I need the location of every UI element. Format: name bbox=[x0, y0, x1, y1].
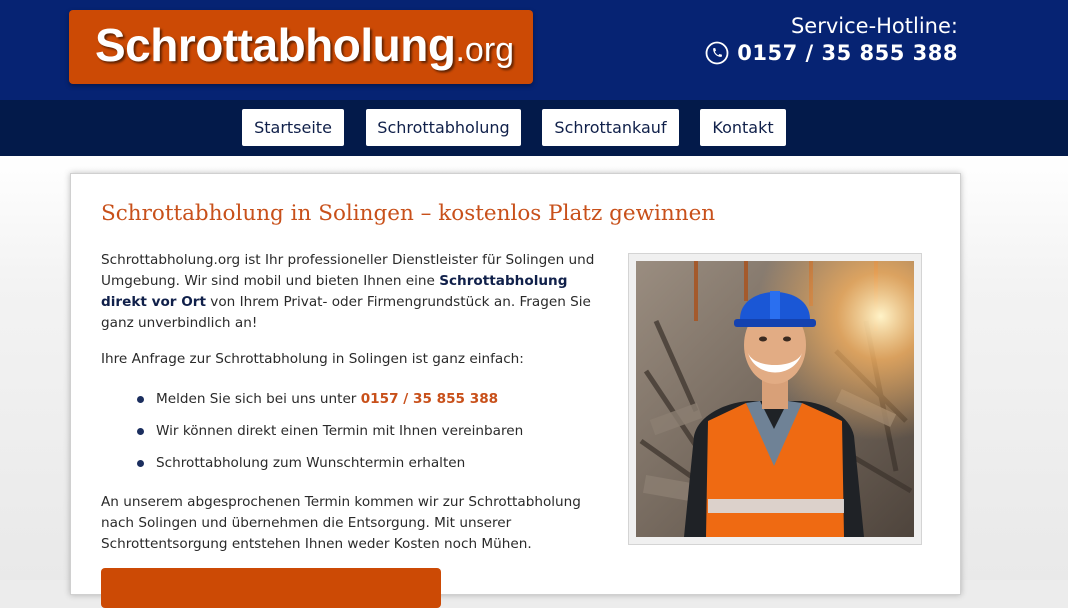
closing-paragraph: An unserem abgesprochenen Termin kommen wir zur Schrottabholung nach Solingen und übernehmen die Entsorgung. Mit unserer Schrottentsorgung entstehen Ihnen weder Kosten noch Mühen. bbox=[101, 494, 581, 552]
site-header bbox=[0, 0, 1068, 100]
main-nav bbox=[0, 100, 1068, 156]
phone-icon bbox=[705, 41, 729, 65]
hotline-row[interactable] bbox=[705, 40, 958, 66]
intro-paragraph bbox=[101, 250, 611, 334]
hotline-number[interactable]: 0157 / 35 855 388 bbox=[737, 41, 958, 65]
intro-text-bold: Schrottabholung direkt vor Ort bbox=[101, 273, 568, 310]
nav-schrottankauf[interactable]: Schrottankauf bbox=[542, 109, 679, 146]
intro-text-before: Schrottabholung.org ist Ihr professioneller Dienstleister für Solingen und Umgebung. Wir sind mobil und bieten Ihnen eine bbox=[101, 252, 595, 289]
worker-photo-frame bbox=[628, 253, 922, 545]
steps-intro: Ihre Anfrage zur Schrottabholung in Solingen ist ganz einfach: bbox=[101, 351, 524, 367]
nav-schrottabholung[interactable]: Schrottabholung bbox=[366, 109, 521, 146]
step-phone-link[interactable]: 0157 / 35 855 388 bbox=[360, 391, 499, 407]
list-item bbox=[137, 453, 611, 474]
worker-photo bbox=[636, 261, 914, 537]
site-logo[interactable] bbox=[69, 10, 533, 84]
step-text: Schrottabholung zum Wunschtermin erhalten bbox=[156, 455, 466, 471]
bullet-icon bbox=[137, 428, 144, 435]
list-item bbox=[137, 389, 611, 410]
logo-tld-text: .org bbox=[455, 31, 515, 69]
nav-startseite[interactable]: Startseite bbox=[242, 109, 344, 146]
bullet-icon bbox=[137, 396, 144, 403]
text-column bbox=[101, 250, 611, 555]
bullet-icon bbox=[137, 460, 144, 467]
logo-main-text: Schrottabholung bbox=[95, 19, 456, 71]
nav-kontakt[interactable]: Kontakt bbox=[700, 109, 786, 146]
list-item bbox=[137, 421, 611, 442]
steps-list bbox=[101, 389, 611, 474]
step-text: Wir können direkt einen Termin mit Ihnen vereinbaren bbox=[156, 423, 524, 439]
step-text: Melden Sie sich bei uns unter bbox=[156, 391, 361, 407]
intro-text-after: von Ihrem Privat- oder Firmengrundstück an. Fragen Sie ganz unverbindlich an! bbox=[101, 294, 591, 331]
hotline-label: Service-Hotline: bbox=[790, 14, 958, 38]
content-card bbox=[70, 173, 961, 595]
cta-button[interactable] bbox=[101, 568, 441, 608]
logo-text bbox=[95, 18, 514, 72]
page-title: Schrottabholung in Solingen – kostenlos Platz gewinnen bbox=[101, 201, 716, 226]
